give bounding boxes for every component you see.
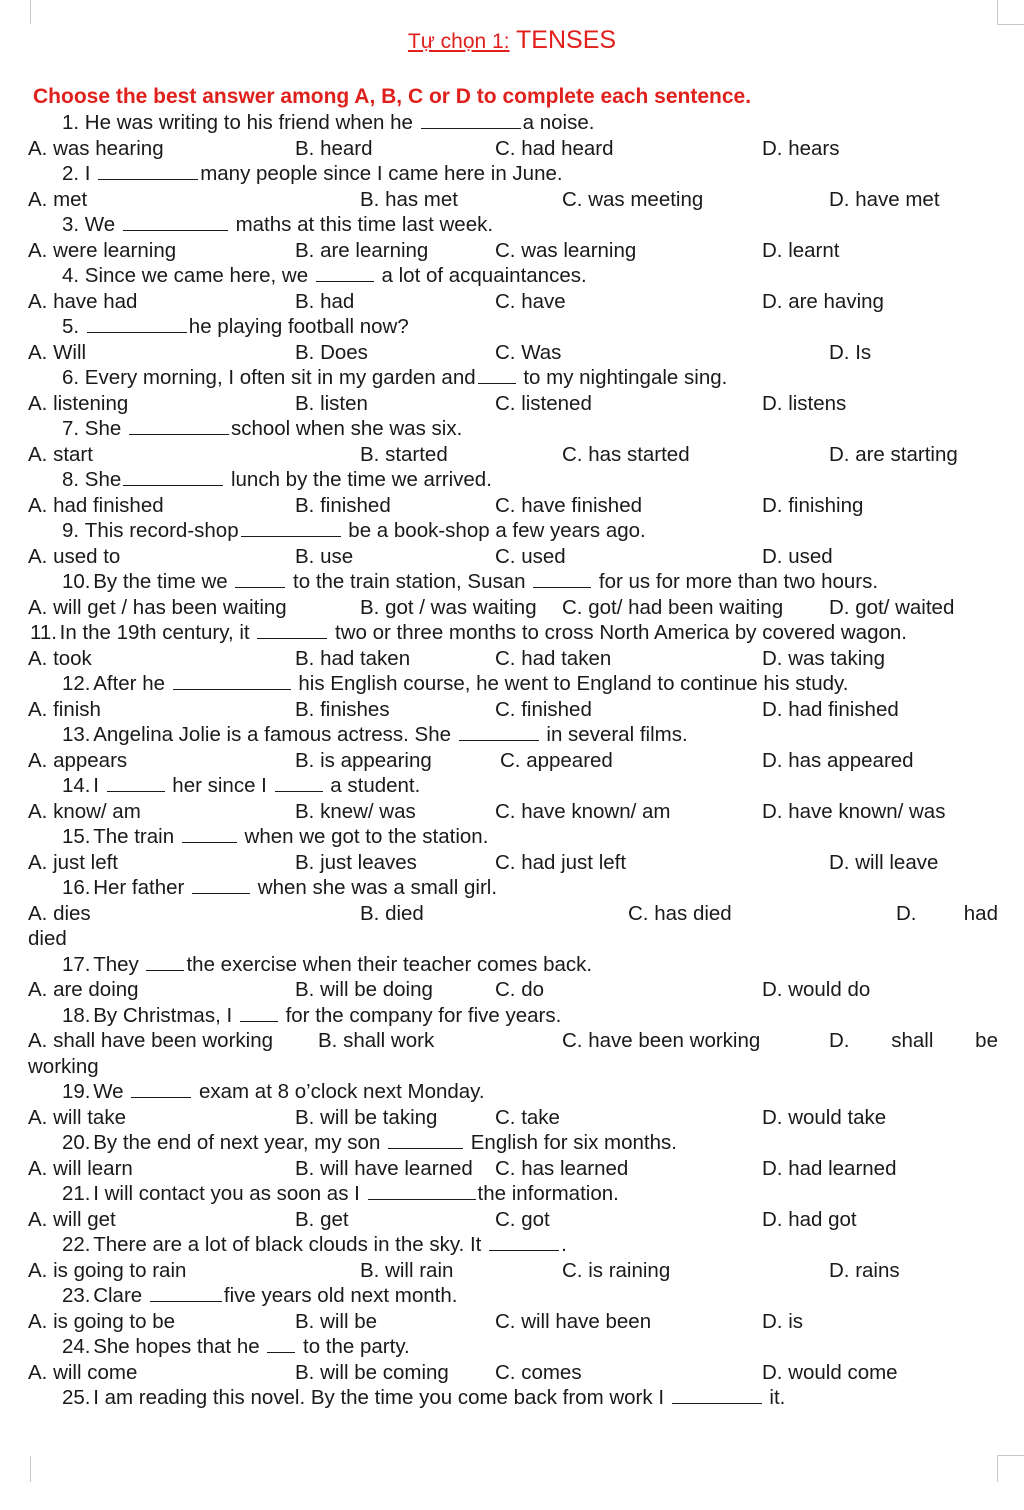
answer-blank[interactable]: [123, 212, 228, 231]
question-number: 4.: [62, 264, 85, 287]
option-b[interactable]: B. finishes: [295, 697, 390, 721]
stem-text: two or three months to cross North America by covered wagon.: [329, 621, 907, 644]
stem-text: .: [561, 1233, 567, 1256]
option-d[interactable]: D. have known/ was: [762, 799, 946, 823]
answer-blank[interactable]: [672, 1385, 762, 1404]
answer-blank[interactable]: [131, 1079, 191, 1098]
option-c[interactable]: C. used: [495, 544, 566, 568]
answer-blank[interactable]: [98, 161, 198, 180]
answer-blank[interactable]: [87, 314, 187, 333]
question-stem: [0, 212, 1024, 238]
answer-options: [0, 391, 1024, 417]
option-a[interactable]: A. appears: [28, 748, 128, 772]
crop-corner-top-right: [997, 0, 1024, 25]
answer-blank[interactable]: [257, 620, 327, 639]
answer-options: [0, 595, 1024, 621]
question-9: [0, 518, 1024, 569]
question-number: 8.: [62, 468, 85, 491]
option-a[interactable]: A. used to: [28, 544, 121, 568]
question-11: [0, 620, 1024, 671]
question-number: 1.: [62, 111, 85, 134]
question-stem: [0, 365, 1024, 391]
question-stem: [0, 1079, 1024, 1105]
option-b[interactable]: B. will be taking: [295, 1105, 438, 1129]
question-2: [0, 161, 1024, 212]
stem-text: In the 19th century, it: [59, 621, 256, 644]
option-c[interactable]: C. has learned: [495, 1156, 629, 1180]
option-a[interactable]: A. is going to rain: [28, 1258, 187, 1282]
option-b[interactable]: B. will be: [295, 1309, 378, 1333]
question-number: 19.: [62, 1080, 97, 1103]
stem-text: She: [84, 468, 122, 491]
option-b[interactable]: B. will have learned: [295, 1156, 473, 1180]
question-7: [0, 416, 1024, 467]
question-25: [0, 1385, 1024, 1411]
answer-blank[interactable]: [107, 773, 165, 792]
option-c[interactable]: C. have been working: [562, 1029, 761, 1052]
question-number: 9.: [62, 519, 85, 542]
answer-blank[interactable]: [192, 875, 250, 894]
answer-options: [0, 901, 1024, 952]
option-d[interactable]: D. are starting: [829, 442, 958, 466]
stem-text: Since we came here, we: [84, 264, 314, 287]
answer-options: [0, 850, 1024, 876]
question-number: 15.: [62, 825, 97, 848]
answer-options: [0, 187, 1024, 213]
answer-options: [0, 1105, 1024, 1131]
answer-options: [0, 1156, 1024, 1182]
answer-blank[interactable]: [129, 416, 229, 435]
option-b[interactable]: B. are learning: [295, 238, 429, 262]
question-number: 20.: [62, 1131, 97, 1154]
answer-options: [0, 1309, 1024, 1335]
stem-text: After he: [93, 672, 171, 695]
question-number: 11.: [30, 621, 63, 644]
option-d[interactable]: D. have met: [829, 187, 940, 211]
question-list: [0, 110, 1024, 1411]
answer-options: [0, 544, 1024, 570]
option-d[interactable]: D. hears: [762, 136, 840, 160]
option-d-continuation: died: [28, 927, 67, 950]
answer-blank[interactable]: [123, 467, 223, 486]
title-prefix: Tự chọn 1:: [407, 30, 510, 53]
option-d[interactable]: D. had got: [762, 1207, 857, 1231]
stem-text: in several films.: [540, 723, 688, 746]
question-stem: [0, 620, 1024, 646]
stem-text: There are a lot of black clouds in the sky. It: [93, 1233, 488, 1256]
stem-text: be a book-shop a few years ago.: [342, 519, 646, 542]
question-stem: [0, 263, 1024, 289]
answer-blank[interactable]: [241, 518, 341, 537]
answer-blank[interactable]: [316, 263, 374, 282]
option-d[interactable]: D. was taking: [762, 646, 886, 670]
option-c[interactable]: C. have: [495, 289, 566, 313]
option-d[interactable]: D. finishing: [762, 493, 864, 517]
answer-options: [0, 1028, 1024, 1079]
question-4: [0, 263, 1024, 314]
answer-options: [0, 136, 1024, 162]
option-a[interactable]: A. know/ am: [28, 799, 141, 823]
option-d[interactable]: D. shall be: [829, 1029, 998, 1052]
option-b[interactable]: B. had: [295, 289, 355, 313]
crop-corner-bottom-right: [997, 1455, 1024, 1482]
question-stem: [0, 467, 1024, 493]
question-stem: [0, 952, 1024, 978]
answer-options: [0, 799, 1024, 825]
option-d[interactable]: D. are having: [762, 289, 884, 313]
answer-blank[interactable]: [235, 569, 285, 588]
instruction-text: Choose the best answer among A, B, C or D to complete each sentence.: [33, 85, 752, 108]
option-d[interactable]: D. had finished: [762, 697, 899, 721]
option-c[interactable]: C. take: [495, 1105, 560, 1129]
question-number: 12.: [62, 672, 97, 695]
answer-blank[interactable]: [146, 952, 184, 971]
question-number: 16.: [62, 876, 97, 899]
question-stem: [0, 110, 1024, 136]
stem-text: five years old next month.: [223, 1284, 458, 1307]
option-b[interactable]: B. get: [295, 1207, 349, 1231]
question-8: [0, 467, 1024, 518]
option-d[interactable]: D. got/ waited: [829, 595, 955, 619]
stem-text: to my nightingale sing.: [517, 366, 728, 389]
option-c[interactable]: C. is raining: [562, 1258, 671, 1282]
question-21: [0, 1181, 1024, 1232]
answer-options: [0, 1207, 1024, 1233]
answer-options: [0, 1360, 1024, 1386]
option-c[interactable]: C. appeared: [500, 748, 613, 772]
option-c[interactable]: C. had heard: [495, 136, 614, 160]
option-b[interactable]: B. had taken: [295, 646, 411, 670]
answer-blank[interactable]: [533, 569, 591, 588]
stem-text: maths at this time last week.: [229, 213, 494, 236]
question-6: [0, 365, 1024, 416]
question-stem: [0, 416, 1024, 442]
option-b[interactable]: B. shall work: [318, 1029, 435, 1052]
stem-text: a student.: [324, 774, 421, 797]
question-12: [0, 671, 1024, 722]
stem-text: I: [93, 774, 105, 797]
option-b[interactable]: B. is appearing: [295, 748, 432, 772]
question-number: 7.: [62, 417, 85, 440]
option-a[interactable]: A. is going to be: [28, 1309, 176, 1333]
question-number: 10.: [62, 570, 97, 593]
option-a[interactable]: A. will get / has been waiting: [28, 595, 287, 619]
stem-text: She hopes that he: [93, 1335, 266, 1358]
option-a[interactable]: A. were learning: [28, 238, 177, 262]
answer-blank[interactable]: [182, 824, 237, 843]
stem-text: They: [93, 952, 145, 976]
question-14: [0, 773, 1024, 824]
page-title: [0, 24, 1024, 58]
stem-text: exam at 8 o’clock next Monday.: [193, 1080, 485, 1103]
answer-options: [0, 646, 1024, 672]
question-16: [0, 875, 1024, 952]
answer-options: [0, 697, 1024, 723]
option-a[interactable]: A. Will: [28, 340, 87, 364]
stem-text: He was writing to his friend when he: [84, 111, 419, 134]
option-c[interactable]: C. Was: [495, 340, 562, 364]
option-c[interactable]: C. has died: [628, 901, 732, 925]
stem-text: for us for more than two hours.: [593, 570, 879, 593]
option-d-continuation: working: [28, 1054, 99, 1078]
question-stem: [0, 671, 1024, 697]
answer-blank[interactable]: [267, 1334, 295, 1353]
option-c[interactable]: C. do: [495, 978, 544, 1001]
question-stem: [0, 314, 1024, 340]
option-b[interactable]: B. Does: [295, 340, 368, 364]
option-c[interactable]: C. was meeting: [562, 187, 704, 211]
question-stem: [0, 1232, 1024, 1258]
answer-options: [0, 442, 1024, 468]
answer-blank[interactable]: [173, 671, 291, 690]
option-c[interactable]: C. have known/ am: [495, 799, 671, 823]
answer-blank[interactable]: [368, 1181, 476, 1200]
question-number: 14.: [62, 774, 97, 797]
answer-blank[interactable]: [275, 773, 323, 792]
question-stem: [0, 569, 1024, 595]
question-10: [0, 569, 1024, 620]
question-number: 17.: [62, 952, 97, 976]
answer-blank[interactable]: [489, 1232, 559, 1251]
option-d[interactable]: D. will leave: [829, 850, 939, 874]
option-c[interactable]: C. had just left: [495, 850, 627, 874]
answer-blank[interactable]: [240, 1003, 278, 1022]
question-19: [0, 1079, 1024, 1130]
stem-text: By the end of next year, my son: [93, 1131, 387, 1154]
question-number: 18.: [62, 1003, 97, 1027]
question-5: [0, 314, 1024, 365]
question-number: 25.: [62, 1386, 97, 1409]
option-b[interactable]: B. started: [360, 442, 448, 466]
answer-blank[interactable]: [478, 365, 516, 384]
stem-text: when we got to the station.: [238, 825, 489, 848]
option-c[interactable]: C. got: [495, 1207, 550, 1231]
stem-text: English for six months.: [465, 1131, 677, 1154]
stem-text: We: [84, 213, 121, 236]
crop-corner-bottom-left: [30, 1456, 31, 1482]
option-b[interactable]: B. listen: [295, 391, 368, 415]
option-c[interactable]: C. have finished: [495, 493, 643, 517]
option-b[interactable]: B. has met: [360, 187, 458, 211]
question-stem: [0, 1334, 1024, 1360]
option-b[interactable]: B. just leaves: [295, 850, 417, 874]
question-13: [0, 722, 1024, 773]
question-stem: [0, 773, 1024, 799]
question-17: [0, 952, 1024, 1003]
crop-corner-top-left: [30, 0, 31, 24]
option-c[interactable]: C. listened: [495, 391, 592, 415]
option-a[interactable]: A. met: [28, 187, 88, 211]
question-number: 22.: [62, 1233, 97, 1256]
stem-text: school when she was six.: [230, 417, 463, 440]
question-number: 5.: [62, 315, 85, 338]
question-stem: [0, 1283, 1024, 1309]
option-b[interactable]: B. got / was waiting: [360, 595, 537, 619]
question-number: 3.: [62, 213, 85, 236]
question-stem: [0, 875, 1024, 901]
stem-text: Every morning, I often sit in my garden and: [84, 366, 476, 389]
option-d[interactable]: D. had learned: [762, 1156, 897, 1180]
answer-blank[interactable]: [421, 110, 521, 129]
question-stem: [0, 722, 1024, 748]
stem-text: lunch by the time we arrived.: [225, 468, 492, 491]
option-c[interactable]: C. finished: [495, 697, 592, 721]
question-18: [0, 1003, 1024, 1080]
option-d[interactable]: D. Is: [829, 340, 872, 364]
option-a[interactable]: A. had finished: [28, 493, 164, 517]
stem-text: his English course, he went to England to continue his study.: [292, 672, 849, 695]
stem-text: She: [84, 417, 127, 440]
question-stem: [0, 1003, 1024, 1029]
stem-text: to the party.: [297, 1335, 410, 1358]
question-20: [0, 1130, 1024, 1181]
stem-text: Angelina Jolie is a famous actress. She: [93, 723, 457, 746]
question-22: [0, 1232, 1024, 1283]
option-d[interactable]: D. listens: [762, 391, 847, 415]
question-1: [0, 110, 1024, 161]
option-d[interactable]: D. would take: [762, 1105, 887, 1129]
answer-blank[interactable]: [150, 1283, 222, 1302]
option-a[interactable]: A. listening: [28, 391, 129, 415]
stem-text: We: [93, 1080, 130, 1103]
stem-text: many people since I came here in June.: [200, 162, 563, 185]
option-c[interactable]: C. will have been: [495, 1309, 652, 1333]
option-b[interactable]: B. heard: [295, 136, 373, 160]
option-d[interactable]: D. has appeared: [762, 748, 914, 772]
stem-text: when she was a small girl.: [252, 876, 498, 899]
stem-text: it.: [763, 1386, 786, 1409]
stem-text: the exercise when their teacher comes back.: [186, 952, 593, 976]
stem-text: to the train station, Susan: [287, 570, 532, 593]
option-b[interactable]: B. use: [295, 544, 354, 568]
stem-text: the information.: [477, 1182, 619, 1205]
question-23: [0, 1283, 1024, 1334]
option-a[interactable]: A. shall have been working: [28, 1029, 274, 1052]
option-a[interactable]: A. will learn: [28, 1156, 133, 1180]
option-c[interactable]: C. comes: [495, 1360, 582, 1384]
stem-text: a noise.: [522, 111, 595, 134]
answer-options: [0, 493, 1024, 519]
option-c[interactable]: C. was learning: [495, 238, 637, 262]
option-a[interactable]: A. will get: [28, 1207, 116, 1231]
stem-text: Her father: [93, 876, 191, 899]
stem-text: By the time we: [93, 570, 234, 593]
option-b[interactable]: B. will rain: [360, 1258, 454, 1282]
question-stem: [0, 1130, 1024, 1156]
answer-options: [0, 238, 1024, 264]
question-15: [0, 824, 1024, 875]
stem-text: I will contact you as soon as I: [93, 1182, 366, 1205]
question-number: 2.: [62, 162, 85, 185]
option-a[interactable]: A. start: [28, 442, 93, 466]
option-d[interactable]: D. is: [762, 1309, 803, 1333]
option-a[interactable]: A. just left: [28, 850, 119, 874]
question-stem: [0, 1385, 1024, 1411]
stem-text: for the company for five years.: [279, 1003, 562, 1027]
option-a[interactable]: A. are doing: [28, 978, 139, 1001]
title-main: TENSES: [516, 26, 617, 54]
option-b[interactable]: B. will be coming: [295, 1360, 449, 1384]
stem-text: Clare: [93, 1284, 148, 1307]
answer-options: [0, 977, 1024, 1003]
option-d[interactable]: D. used: [762, 544, 833, 568]
answer-options: [0, 1258, 1024, 1284]
option-d[interactable]: D. learnt: [762, 238, 840, 262]
question-number: 6.: [62, 366, 85, 389]
option-b[interactable]: B. finished: [295, 493, 391, 517]
stem-text: The train: [93, 825, 180, 848]
stem-text: I am reading this novel. By the time you come back from work I: [93, 1386, 670, 1409]
answer-options: [0, 289, 1024, 315]
option-a[interactable]: A. finish: [28, 697, 101, 721]
option-a[interactable]: A. will take: [28, 1105, 126, 1129]
stem-text: a lot of acquaintances.: [375, 264, 587, 287]
stem-text: her since I: [166, 774, 273, 797]
option-d[interactable]: D. rains: [829, 1258, 900, 1282]
question-stem: [0, 518, 1024, 544]
stem-text: I: [84, 162, 97, 185]
question-number: 21.: [62, 1182, 97, 1205]
question-stem: [0, 824, 1024, 850]
option-d[interactable]: D. would come: [762, 1360, 898, 1384]
answer-options: [0, 748, 1024, 774]
answer-options: [0, 340, 1024, 366]
stem-text: he playing football now?: [188, 315, 409, 338]
question-number: 23.: [62, 1284, 97, 1307]
stem-text: This record-shop: [84, 519, 239, 542]
option-a[interactable]: A. have had: [28, 289, 138, 313]
answer-blank[interactable]: [459, 722, 539, 741]
question-24: [0, 1334, 1024, 1385]
option-c[interactable]: C. has started: [562, 442, 690, 466]
question-stem: [0, 161, 1024, 187]
option-a[interactable]: A. was hearing: [28, 136, 164, 160]
stem-text: By Christmas, I: [93, 1003, 238, 1027]
option-b[interactable]: B. died: [360, 901, 424, 925]
option-b[interactable]: B. knew/ was: [295, 799, 416, 823]
option-a[interactable]: A. took: [28, 646, 92, 670]
question-number: 13.: [62, 723, 97, 746]
option-b[interactable]: B. will be doing: [295, 978, 433, 1001]
option-d[interactable]: D. had: [896, 901, 998, 925]
option-c[interactable]: C. had taken: [495, 646, 612, 670]
option-c[interactable]: C. got/ had been waiting: [562, 595, 784, 619]
question-number: 24.: [62, 1335, 97, 1358]
question-3: [0, 212, 1024, 263]
answer-blank[interactable]: [388, 1130, 463, 1149]
option-d[interactable]: D. would do: [762, 978, 871, 1001]
option-a[interactable]: A. dies: [28, 901, 91, 925]
question-stem: [0, 1181, 1024, 1207]
option-a[interactable]: A. will come: [28, 1360, 138, 1384]
